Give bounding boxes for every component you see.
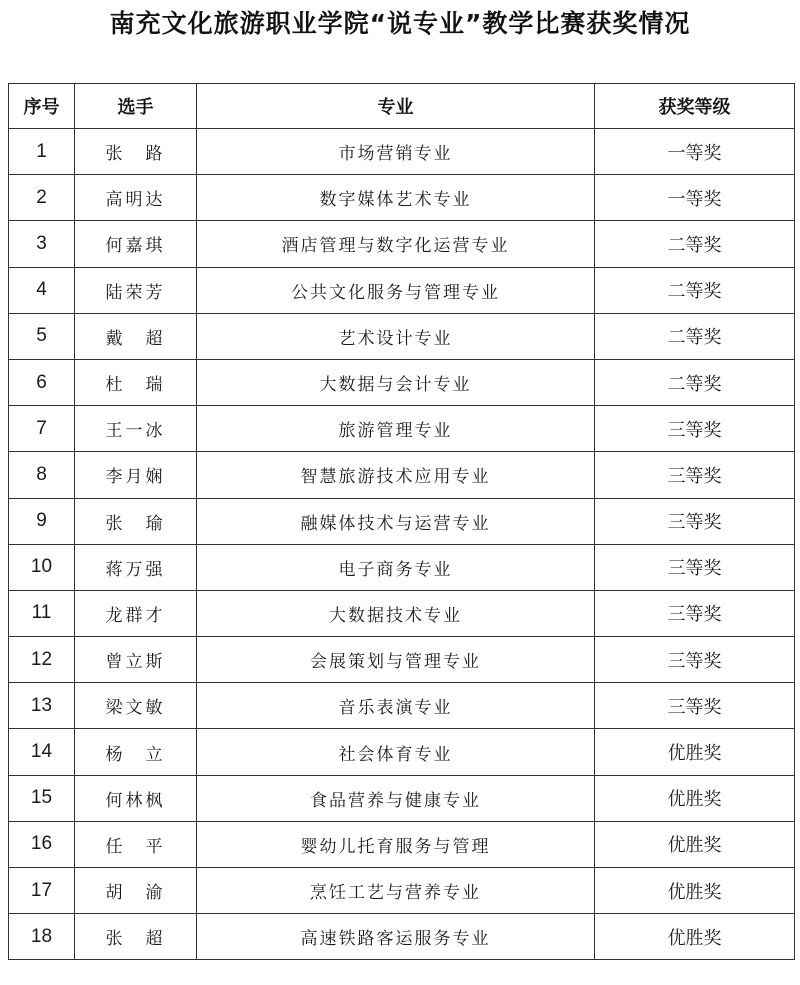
- cell-award-level: 二等奖: [595, 221, 795, 267]
- cell-number: 5: [9, 313, 75, 359]
- cell-major: 酒店管理与数字化运营专业: [197, 221, 595, 267]
- cell-contestant: 龙群才: [75, 590, 197, 636]
- cell-number: 13: [9, 683, 75, 729]
- table-row: [9, 498, 795, 544]
- cell-number: 6: [9, 359, 75, 405]
- cell-award-level: 三等奖: [595, 406, 795, 452]
- cell-award-level: 优胜奖: [595, 729, 795, 775]
- cell-major: 会展策划与管理专业: [197, 637, 595, 683]
- cell-major: 音乐表演专业: [197, 683, 595, 729]
- cell-number: 14: [9, 729, 75, 775]
- cell-award-level: 一等奖: [595, 175, 795, 221]
- cell-contestant: 何林枫: [75, 775, 197, 821]
- cell-number: 17: [9, 868, 75, 914]
- cell-major: 市场营销专业: [197, 129, 595, 175]
- cell-award-level: 优胜奖: [595, 821, 795, 867]
- cell-number: 11: [9, 590, 75, 636]
- table-row: [9, 544, 795, 590]
- cell-major: 大数据与会计专业: [197, 359, 595, 405]
- header-number: 序号: [9, 84, 75, 129]
- table-row: [9, 406, 795, 452]
- table-header-row: [9, 84, 795, 129]
- cell-award-level: 三等奖: [595, 544, 795, 590]
- cell-contestant: 胡 渝: [75, 868, 197, 914]
- table-row: [9, 775, 795, 821]
- table-row: [9, 452, 795, 498]
- cell-major: 社会体育专业: [197, 729, 595, 775]
- cell-contestant: 曾立斯: [75, 637, 197, 683]
- cell-major: 旅游管理专业: [197, 406, 595, 452]
- cell-award-level: 优胜奖: [595, 914, 795, 960]
- cell-major: 食品营养与健康专业: [197, 775, 595, 821]
- cell-major: 婴幼儿托育服务与管理: [197, 821, 595, 867]
- cell-contestant: 王一冰: [75, 406, 197, 452]
- award-table: [8, 83, 795, 960]
- cell-number: 7: [9, 406, 75, 452]
- cell-major: 智慧旅游技术应用专业: [197, 452, 595, 498]
- cell-number: 1: [9, 129, 75, 175]
- cell-contestant: 张 超: [75, 914, 197, 960]
- cell-contestant: 陆荣芳: [75, 267, 197, 313]
- table-row: [9, 683, 795, 729]
- table-row: [9, 359, 795, 405]
- cell-contestant: 高明达: [75, 175, 197, 221]
- cell-major: 艺术设计专业: [197, 313, 595, 359]
- table-row: [9, 590, 795, 636]
- cell-award-level: 一等奖: [595, 129, 795, 175]
- cell-contestant: 李月娴: [75, 452, 197, 498]
- cell-number: 16: [9, 821, 75, 867]
- cell-contestant: 戴 超: [75, 313, 197, 359]
- cell-contestant: 蒋万强: [75, 544, 197, 590]
- cell-contestant: 何嘉琪: [75, 221, 197, 267]
- cell-number: 18: [9, 914, 75, 960]
- cell-number: 9: [9, 498, 75, 544]
- cell-major: 大数据技术专业: [197, 590, 595, 636]
- header-major: 专业: [197, 84, 595, 129]
- header-contestant: 选手: [75, 84, 197, 129]
- table-row: [9, 129, 795, 175]
- cell-number: 12: [9, 637, 75, 683]
- table-row: [9, 729, 795, 775]
- cell-award-level: 三等奖: [595, 637, 795, 683]
- table-row: [9, 221, 795, 267]
- cell-major: 烹饪工艺与营养专业: [197, 868, 595, 914]
- table-row: [9, 267, 795, 313]
- table-row: [9, 313, 795, 359]
- cell-major: 公共文化服务与管理专业: [197, 267, 595, 313]
- cell-award-level: 三等奖: [595, 590, 795, 636]
- cell-major: 高速铁路客运服务专业: [197, 914, 595, 960]
- cell-contestant: 梁文敏: [75, 683, 197, 729]
- cell-award-level: 优胜奖: [595, 775, 795, 821]
- cell-award-level: 三等奖: [595, 452, 795, 498]
- cell-award-level: 二等奖: [595, 267, 795, 313]
- cell-number: 2: [9, 175, 75, 221]
- cell-award-level: 三等奖: [595, 498, 795, 544]
- cell-number: 8: [9, 452, 75, 498]
- cell-contestant: 任 平: [75, 821, 197, 867]
- cell-major: 融媒体技术与运营专业: [197, 498, 595, 544]
- cell-number: 15: [9, 775, 75, 821]
- cell-award-level: 二等奖: [595, 359, 795, 405]
- header-award-level: 获奖等级: [595, 84, 795, 129]
- table-row: [9, 868, 795, 914]
- document-title: 南充文化旅游职业学院“说专业”教学比赛获奖情况: [109, 9, 691, 38]
- cell-award-level: 三等奖: [595, 683, 795, 729]
- cell-contestant: 张 瑜: [75, 498, 197, 544]
- cell-award-level: 优胜奖: [595, 868, 795, 914]
- table-row: [9, 914, 795, 960]
- cell-contestant: 杜 瑞: [75, 359, 197, 405]
- table-row: [9, 175, 795, 221]
- cell-major: 电子商务专业: [197, 544, 595, 590]
- cell-contestant: 张 路: [75, 129, 197, 175]
- table-row: [9, 821, 795, 867]
- cell-contestant: 杨 立: [75, 729, 197, 775]
- cell-number: 10: [9, 544, 75, 590]
- cell-number: 4: [9, 267, 75, 313]
- table-row: [9, 637, 795, 683]
- cell-award-level: 二等奖: [595, 313, 795, 359]
- cell-number: 3: [9, 221, 75, 267]
- cell-major: 数字媒体艺术专业: [197, 175, 595, 221]
